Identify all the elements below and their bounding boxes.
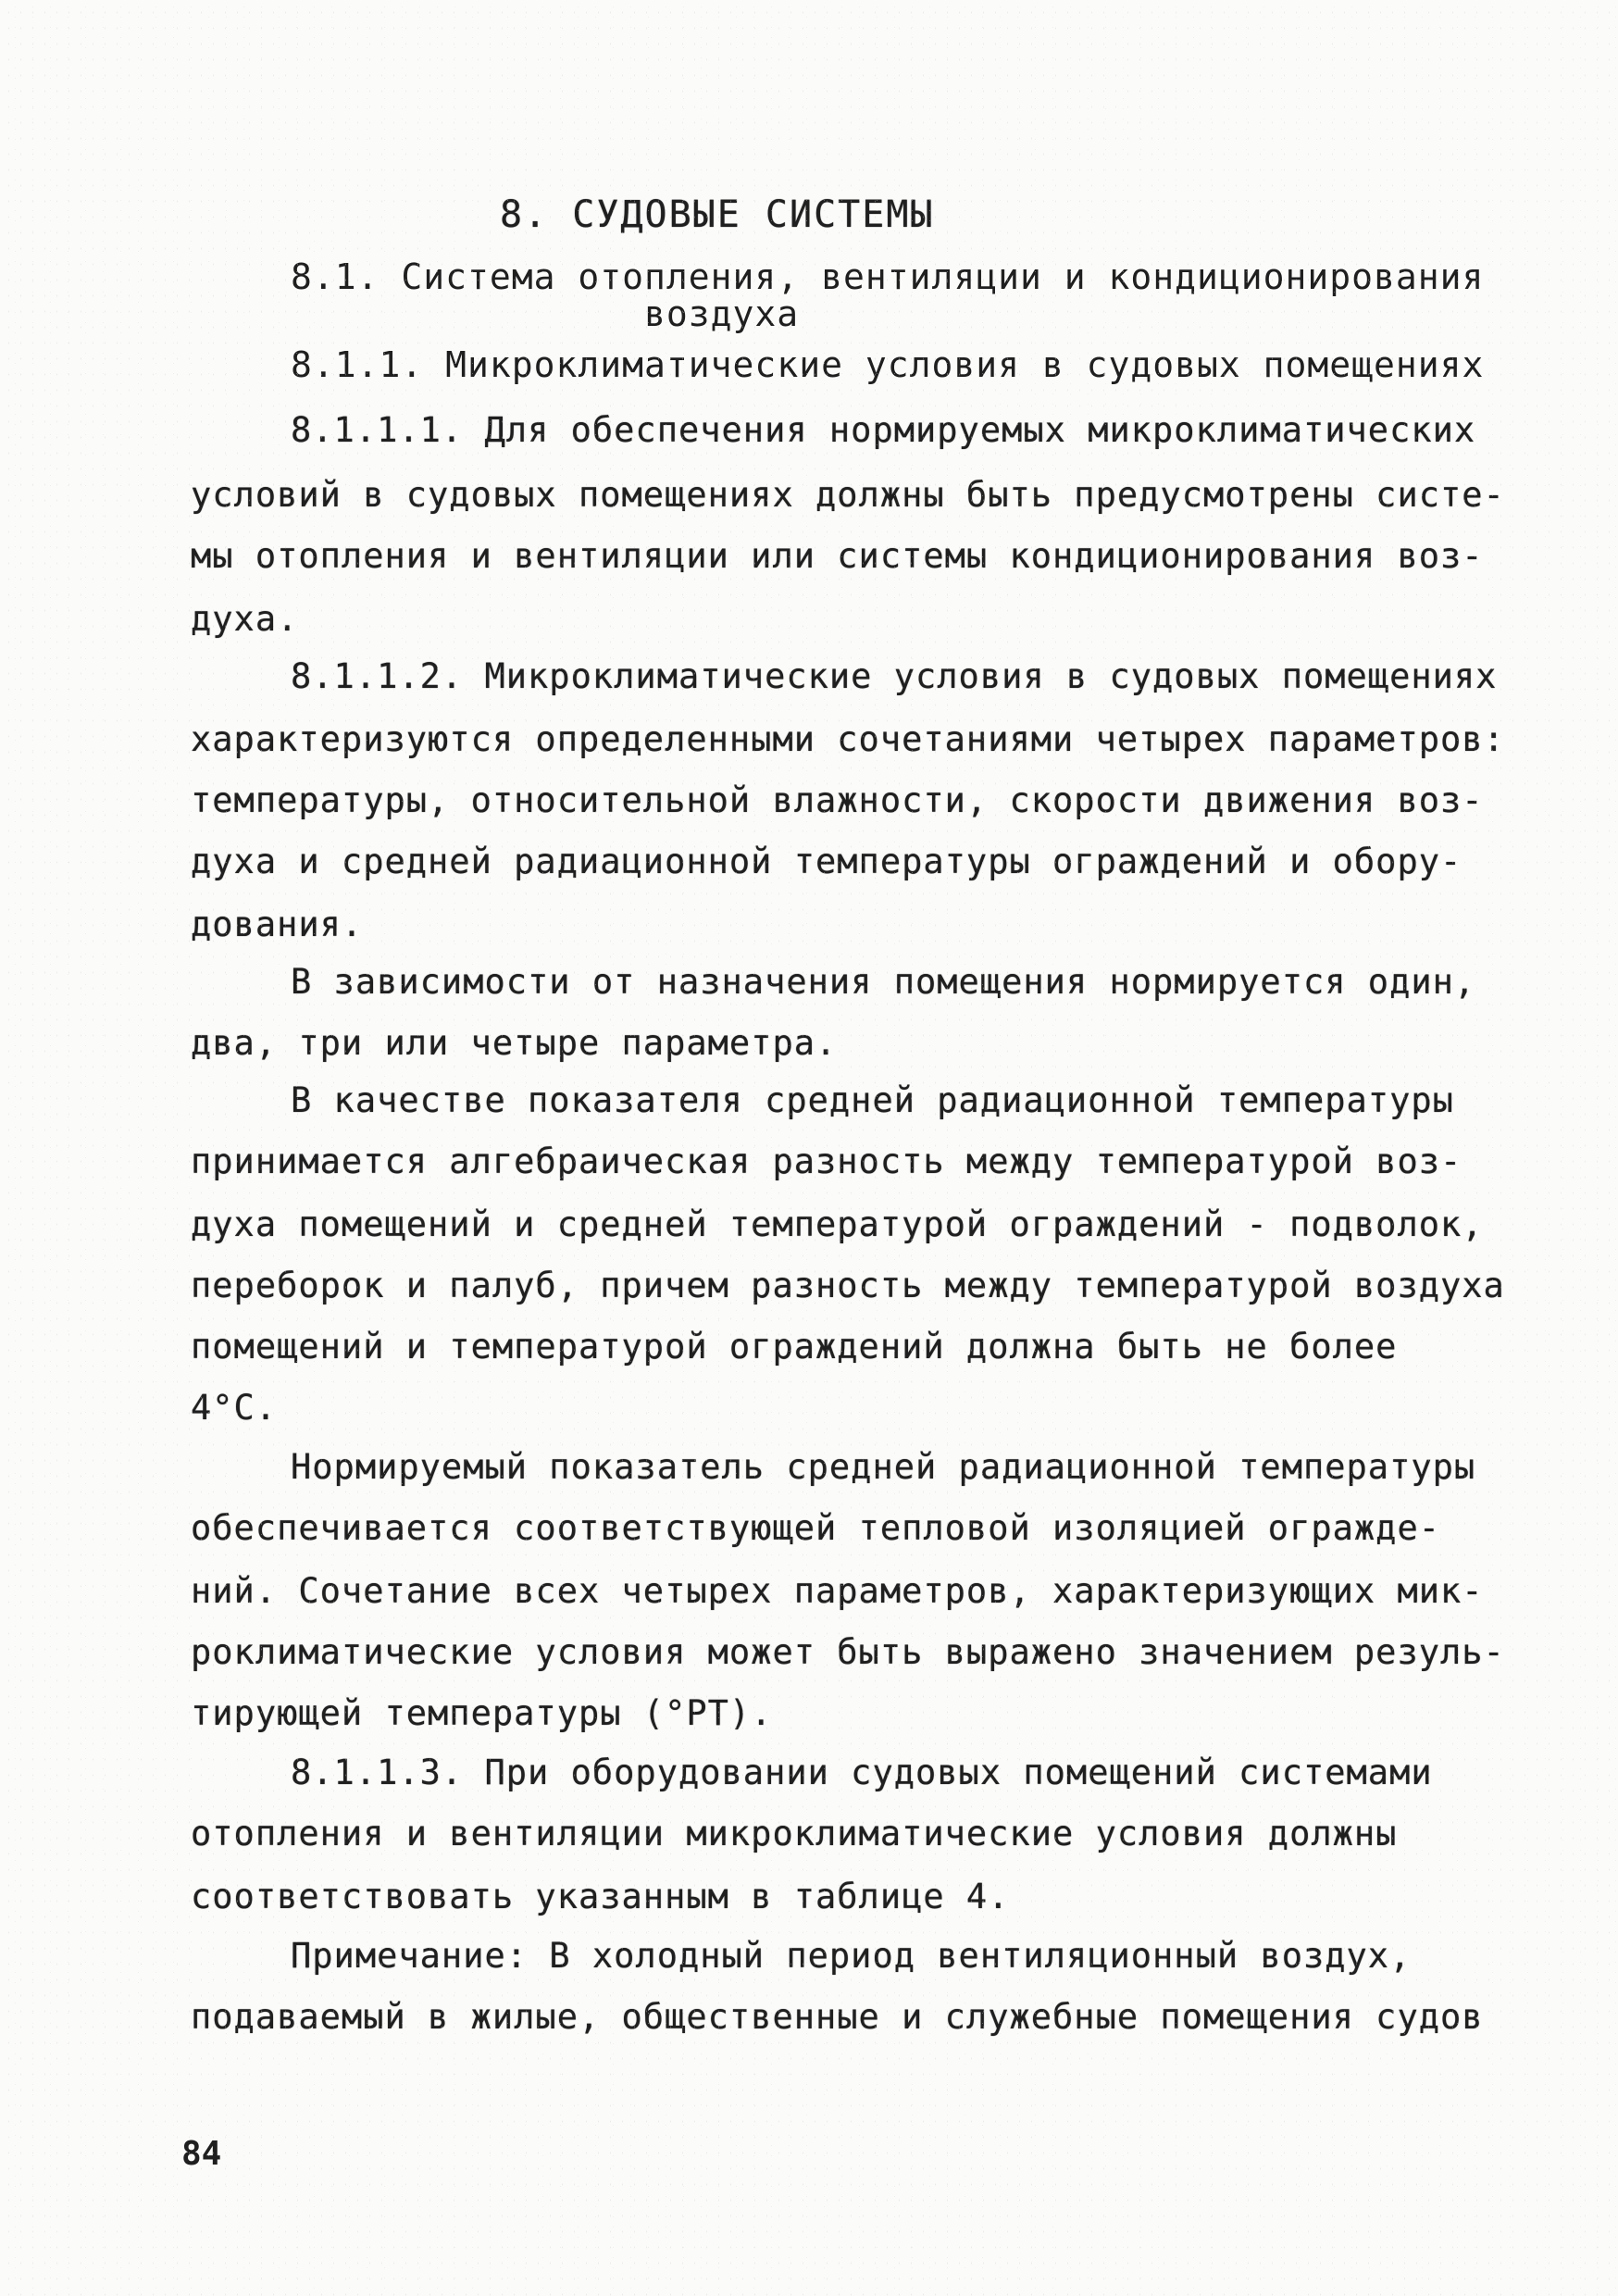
paragraph-3-line-2: два, три или четыре параметра. [191,1023,838,1063]
paragraph-2-line-1: 8.1.1.2. Микроклиматические условия в судовых помещениях [291,656,1498,696]
paragraph-1-line-3: мы отопления и вентиляции или системы кондиционирования воз- [191,536,1484,576]
section-heading: 8. СУДОВЫЕ СИСТЕМЫ [500,193,935,236]
paragraph-2-line-3: температуры, относительной влажности, скорости движения воз- [191,780,1484,820]
subsubsection-heading: 8.1.1. Микроклиматические условия в судовых помещениях [291,344,1485,385]
paragraph-5-line-4: роклиматические условия может быть выражено значением резуль- [191,1632,1505,1672]
paragraph-4-line-6: 4°С. [191,1388,278,1428]
paragraph-2-line-5: дования. [191,905,364,944]
paragraph-4-line-2: принимается алгебраическая разность между температурой воз- [191,1142,1462,1181]
paragraph-4-line-1: В качестве показателя средней радиационной температуры [291,1080,1454,1120]
paragraph-4-line-3: духа помещений и средней температурой ограждений - подволок, [191,1204,1484,1244]
paragraph-2-line-2: характеризуются определенными сочетаниями четырех параметров: [191,719,1505,759]
paragraph-1-line-2: условий в судовых помещениях должны быть предусмотрены систе- [191,475,1505,515]
page-number: 84 [181,2135,222,2173]
paragraph-5-line-5: тирующей температуры (°РТ). [191,1693,773,1733]
paragraph-4-line-4: переборок и палуб, причем разность между температурой воздуха [191,1266,1505,1305]
note-line-1: Примечание: В холодный период вентиляционный воздух, [291,1936,1412,1976]
paragraph-1-line-4: духа. [191,599,299,639]
paragraph-1-line-1: 8.1.1.1. Для обеспечения нормируемых микроклиматических [291,410,1476,450]
paragraph-6-line-2: отопления и вентиляции микроклиматические условия должны [191,1814,1398,1853]
paragraph-5-line-1: Нормируемый показатель средней радиационной температуры [291,1447,1476,1487]
paragraph-6-line-1: 8.1.1.3. При оборудовании судовых помещений системами [291,1753,1433,1792]
paragraph-5-line-2: обеспечивается соответствующей тепловой изоляцией огражде- [191,1508,1441,1548]
paragraph-4-line-5: помещений и температурой ограждений должна быть не более [191,1327,1398,1366]
paragraph-6-line-3: соответствовать указанным в таблице 4. [191,1877,1010,1916]
paragraph-3-line-1: В зависимости от назначения помещения нормируется один, [291,962,1476,1002]
paragraph-5-line-3: ний. Сочетание всех четырех параметров, характеризующих мик- [191,1571,1484,1611]
subsection-heading-line-1: 8.1. Система отопления, вентиляции и кондиционирования [291,256,1485,297]
subsection-heading-line-2: воздуха [644,293,800,334]
note-line-2: подаваемый в жилые, общественные и служебные помещения судов [191,1997,1484,2037]
paragraph-2-line-4: духа и средней радиационной температуры ограждений и обору- [191,842,1462,881]
